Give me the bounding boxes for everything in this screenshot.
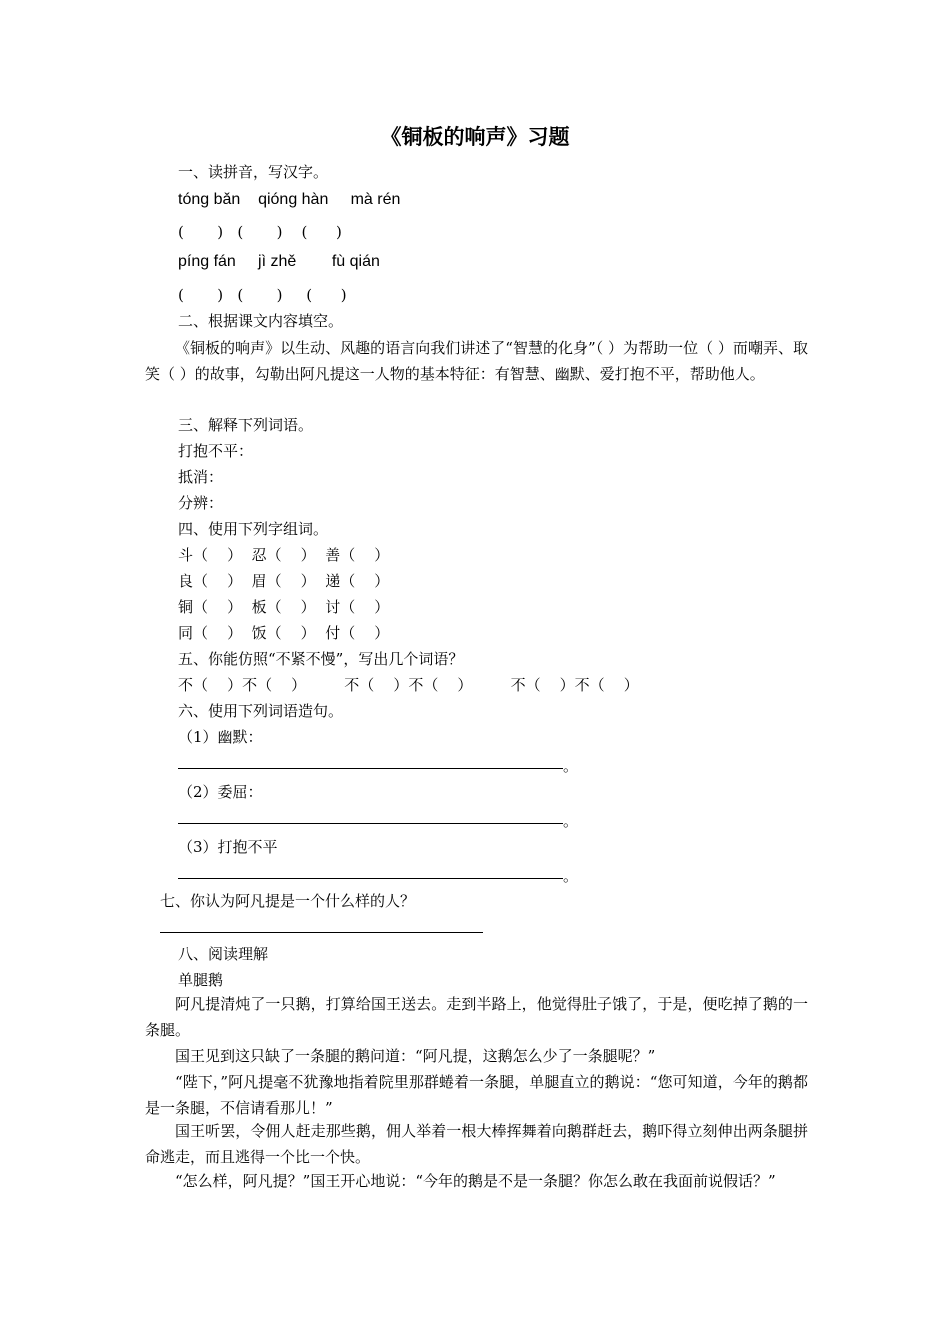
pinyin-row-2: píng fán jì zhě fù qián (178, 253, 380, 270)
section-7-heading: 七、你认为阿凡提是一个什么样的人？ (160, 892, 416, 910)
answer-line-2 (178, 823, 563, 824)
period-mark: 。 (563, 867, 579, 885)
answer-line-3 (178, 878, 563, 879)
answer-line-7 (160, 932, 483, 933)
word-group-row: 良（ ） 眉（ ） 递（ ） (178, 572, 390, 590)
section-3-heading: 三、解释下列词语。 (178, 416, 314, 434)
story-paragraph: 阿凡提清炖了一只鹅，打算给国王送去。走到半路上，他觉得肚子饿了，于是，便吃掉了鹅的一条腿。 (145, 995, 808, 1039)
story-paragraph: 国王见到这只缺了一条腿的鹅问道：“阿凡提，这鹅怎么少了一条腿呢？” (175, 1047, 656, 1065)
period-mark: 。 (563, 757, 579, 775)
word-group-row: 斗（ ） 忍（ ） 善（ ） (178, 546, 390, 564)
section-6-heading: 六、使用下列词语造句。 (178, 702, 344, 720)
answer-line-1 (178, 768, 563, 769)
term-1: 打抱不平： (178, 442, 254, 460)
story-paragraph: “陛下，”阿凡提毫不犹豫地指着院里那群蜷着一条腿，单腿直立的鹅说：“您可知道，今年的鹅都是一条腿，不信请看那儿！” (145, 1073, 808, 1117)
section-2-heading: 二、根据课文内容填空。 (178, 312, 344, 330)
section-4-heading: 四、使用下列字组词。 (178, 520, 329, 538)
sentence-prompt-2: （2）委屈： (178, 783, 263, 801)
section-1-heading: 一、读拼音，写汉字。 (178, 163, 329, 181)
sentence-prompt-1: （1）幽默： (178, 728, 263, 746)
story-paragraph: “怎么样，阿凡提？”国王开心地说：“今年的鹅是不是一条腿？你怎么敢在我面前说假话？” (175, 1172, 776, 1190)
word-group-row: 铜（ ） 板（ ） 讨（ ） (178, 598, 390, 616)
sentence-prompt-3: （3）打抱不平 (178, 838, 278, 856)
answer-blanks-row-1: ( ) ( ) ( ) (178, 223, 342, 241)
section-5-heading: 五、你能仿照“不紧不慢”，写出几个词语？ (178, 650, 464, 668)
answer-blanks-row-2: ( ) ( ) ( ) (178, 286, 347, 304)
section-8-heading: 八、阅读理解 (178, 945, 269, 963)
term-2: 抵消： (178, 468, 224, 486)
story-paragraph: 国王听罢，令佣人赶走那些鹅，佣人举着一根大棒挥舞着向鹅群赶去，鹅吓得立刻伸出两条腿拼命逃走，而且逃得一个比一个快。 (145, 1122, 808, 1166)
period-mark: 。 (563, 812, 579, 830)
term-3: 分辨： (178, 494, 224, 512)
story-title: 单腿鹅 (178, 971, 224, 989)
page-title: 《铜板的响声》习题 (380, 125, 570, 149)
pinyin-row-1: tóng bǎn qióng hàn mà rén (178, 191, 401, 208)
bu-pattern-line: 不（ ）不（ ） 不（ ）不（ ） 不（ ）不（ ） (178, 676, 639, 694)
fill-in-paragraph: 《铜板的响声》以生动、风趣的语言向我们讲述了“智慧的化身”（ ）为帮助一位（ ）而嘲弄、取笑（ ）的故事，勾勒出阿凡提这一人物的基本特征：有智慧、幽默、爱打抱不平，帮助他人。 (145, 339, 808, 383)
word-group-row: 同（ ） 饭（ ） 付（ ） (178, 624, 390, 642)
